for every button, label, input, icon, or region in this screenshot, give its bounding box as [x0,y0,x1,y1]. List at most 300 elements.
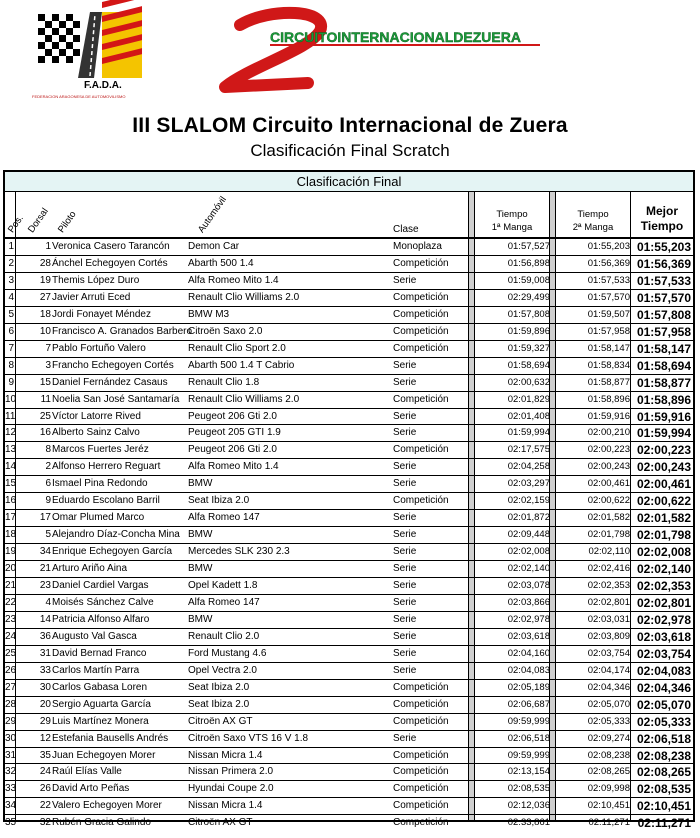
cell-class: Serie [393,596,417,608]
table-row [5,645,693,663]
cell-class: Competición [393,783,449,795]
cell-dorsal: 5 [45,529,51,541]
cell-best-time: 01:56,369 [636,256,691,271]
svg-text:CIRCUITOINTERNACIONALDEZUERA: CIRCUITOINTERNACIONALDEZUERA [270,29,521,45]
table-row [5,814,693,832]
cell-class: Competición [393,257,449,269]
cell-time-run1: 02:13,154 [507,766,550,778]
svg-text:FEDERACION ARAGONESA DE AUTOMO: FEDERACION ARAGONESA DE AUTOMOVILISMO [32,94,126,99]
cell-position: 17 [5,512,17,524]
cell-position: 35 [5,817,17,829]
cell-dorsal: 23 [39,580,51,591]
cell-driver: David Bernad Franco [52,647,147,659]
cell-best-time: 02:02,801 [636,595,691,610]
table-row [5,594,693,612]
cell-position: 9 [8,376,14,388]
cell-class: Serie [393,664,417,676]
cell-driver: Alberto Sainz Calvo [52,427,140,439]
cell-dorsal: 34 [39,546,51,558]
cell-driver: Arturo Ariño Aina [52,563,128,575]
cell-time-run2: 02:00,622 [587,495,630,507]
table-row [5,475,693,493]
cell-dorsal: 32 [39,817,51,829]
cell-driver: Augusto Val Gasca [52,630,137,642]
cell-car: Opel Kadett 1.8 [188,580,258,591]
cell-time-run2: 02:02,110 [588,546,630,558]
cell-time-run2: 02:08,238 [587,749,630,761]
cell-class: Serie [393,274,417,286]
cell-best-time: 02:03,754 [636,646,691,661]
cell-time-run1: 02:01,408 [507,410,550,422]
cell-time-run2: 02:05,070 [587,698,630,710]
cell-best-time: 01:58,694 [636,358,691,373]
cell-time-run2: 02:01,582 [587,512,630,524]
cell-dorsal: 22 [39,800,51,812]
cell-driver: Omar Plumed Marco [52,512,145,524]
cell-driver: Patricia Alfonso Alfaro [52,613,150,625]
cell-car: Abarth 500 1.4 [188,257,254,269]
cell-position: 15 [5,478,17,490]
cell-car: Nissan Micra 1.4 [188,800,263,812]
cell-car: Renault Clio Sport 2.0 [188,342,286,354]
table-row [5,323,693,341]
cell-driver: Luis Martínez Monera [52,715,149,727]
table-row [5,679,693,697]
cell-class: Serie [393,427,417,439]
table-row [5,238,693,256]
cell-time-run2: 02:10,451 [587,800,630,812]
cell-position: 12 [5,427,17,439]
cell-best-time: 02:03,618 [636,629,691,644]
cell-driver: Daniel Fernández Casaus [52,376,168,388]
cell-best-time: 02:08,238 [636,748,691,763]
cell-position: 16 [5,495,17,507]
cell-position: 30 [5,732,17,744]
cell-car: Alfa Romeo Mito 1.4 [188,274,279,286]
cell-driver: David Arto Peñas [52,783,130,795]
fada-logo [30,8,145,103]
cell-time-run2: 02:04,346 [587,681,630,693]
cell-dorsal: 14 [39,613,51,625]
cell-class: Competición [393,681,449,693]
cell-position: 24 [5,630,17,642]
cell-class: Serie [393,647,417,659]
table-row [5,577,693,595]
cell-position: 33 [5,783,17,795]
cell-dorsal: 29 [39,715,51,727]
header-tiempo1: Tiempo 1ª Manga [491,209,533,233]
cell-time-run2: 02:04,174 [587,664,630,676]
cell-position: 6 [8,325,14,337]
cell-position: 3 [8,274,14,286]
cell-car: Peugeot 206 Gti 2.0 [188,444,277,456]
cell-best-time: 01:58,896 [636,392,691,407]
cell-car: Renault Clio Williams 2.0 [188,393,300,405]
cell-dorsal: 20 [39,698,51,710]
cell-driver: Javier Arruti Eced [52,291,131,303]
cell-best-time: 02:05,333 [636,714,691,729]
table-row [5,696,693,714]
cell-car: Renault Clio Williams 2.0 [188,291,300,303]
cell-time-run1: 02:04,258 [507,461,550,473]
cell-dorsal: 16 [39,427,51,439]
cell-dorsal: 36 [39,630,51,642]
cell-class: Serie [393,512,417,524]
cell-dorsal: 11 [40,393,51,405]
cell-driver: Ismael Pina Redondo [52,478,148,490]
cell-time-run1: 01:59,994 [507,427,550,439]
cell-car: Opel Vectra 2.0 [188,664,257,676]
cell-best-time: 02:11,271 [637,816,691,831]
cell-time-run2: 02:03,031 [587,613,630,625]
cell-best-time: 02:02,353 [636,579,691,593]
cell-time-run2: 01:59,507 [587,308,630,320]
cell-car: BMW [188,478,213,490]
cell-driver: Valero Echegoyen Morer [52,800,162,812]
cell-car: BMW [188,613,213,625]
cell-driver: Pablo Fortuño Valero [52,342,146,354]
cell-class: Competición [393,715,449,727]
cell-time-run2: 02:00,243 [587,461,630,473]
cell-time-run1: 02:06,518 [507,732,550,744]
cell-car: BMW [188,563,213,575]
cell-dorsal: 15 [39,376,51,388]
header-clase: Clase [393,224,419,235]
cell-best-time: 01:57,533 [636,273,691,288]
cell-driver: Juan Echegoyen Morer [52,749,156,761]
table-row [5,306,693,324]
table-row [5,458,693,476]
cell-best-time: 01:57,570 [636,290,691,305]
cell-driver: Ánchel Echegoyen Cortés [52,257,168,269]
cell-time-run2: 01:58,896 [587,393,630,405]
cell-best-time: 02:00,622 [636,494,691,509]
cell-dorsal: 12 [39,732,51,744]
cell-driver: Noelia San José Santamaría [52,393,180,405]
cell-driver: Carlos Martín Parra [52,664,140,676]
cell-best-time: 01:57,808 [636,307,691,322]
cell-driver: Francisco A. Granados Barbero [52,325,193,337]
cell-time-run1: 02:04,083 [507,664,550,676]
cell-time-run2: 02:05,333 [587,715,630,727]
cell-driver: Rubén Gracia Galindo [52,817,151,829]
cell-position: 11 [5,410,16,422]
cell-best-time: 01:57,958 [636,324,691,339]
cell-class: Serie [393,563,417,575]
cell-car: Ford Mustang 4.6 [188,647,267,659]
cell-best-time: 02:02,978 [636,612,691,627]
cell-time-run1: 02:03,618 [507,630,550,642]
cell-position: 7 [8,342,14,354]
cell-best-time: 02:05,070 [636,697,691,712]
cell-driver: Eduardo Escolano Barril [52,495,160,507]
cell-dorsal: 4 [45,596,51,608]
header-piloto: Piloto [55,209,79,235]
cell-best-time: 02:10,451 [636,799,691,814]
cell-class: Competición [393,308,449,320]
cell-dorsal: 25 [39,410,51,422]
cell-time-run1: 02:17,575 [507,444,550,456]
cell-car: Demon Car [188,241,240,252]
cell-driver: Alfonso Herrero Reguart [52,461,161,473]
cell-position: 26 [5,664,17,676]
cell-time-run1: 01:58,694 [507,359,550,371]
cell-car: Alfa Romeo 147 [188,512,260,524]
cell-time-run1: 02:06,687 [507,698,550,710]
table-row [5,543,693,561]
cell-best-time: 02:06,518 [636,731,691,746]
cell-car: Hyundai Coupe 2.0 [188,783,274,795]
cell-position: 27 [5,681,17,693]
cell-time-run2: 01:58,834 [587,359,630,371]
cell-best-time: 01:59,994 [636,426,691,441]
cell-time-run2: 02:03,754 [587,647,630,659]
cell-class: Monoplaza [393,241,442,252]
cell-time-run2: 01:58,147 [587,342,630,354]
cell-driver: Enrique Echegoyen García [52,546,173,558]
table-row [5,289,693,307]
cell-class: Competición [393,325,449,337]
cell-best-time: 01:55,203 [636,240,691,254]
results-table [3,170,695,831]
cell-time-run1: 02:08,535 [507,783,550,795]
cell-car: Seat Ibiza 2.0 [188,681,250,693]
cell-time-run1: 02:04,160 [507,647,550,659]
cell-class: Serie [393,529,417,541]
cell-car: Alfa Romeo Mito 1.4 [188,461,279,473]
cell-car: Citroën Saxo VTS 16 V 1.8 [188,732,309,744]
cell-dorsal: 24 [39,766,51,778]
cell-time-run1: 01:57,808 [507,308,550,320]
cell-time-run1: 02:29,499 [507,291,550,303]
cell-class: Serie [393,376,417,388]
cell-class: Serie [393,580,417,591]
cell-time-run2: 02:00,461 [587,478,630,490]
cell-position: 14 [5,461,17,473]
header-mejor-tiempo: Mejor Tiempo [640,204,684,233]
cell-time-run2: 01:55,203 [587,241,630,252]
cell-driver: Jordi Fonayet Méndez [52,308,151,320]
cell-car: Peugeot 205 GTI 1.9 [188,427,281,439]
cell-time-run1: 02:05,189 [507,681,550,693]
cell-position: 25 [5,647,17,659]
cell-time-run1: 01:59,896 [507,325,550,337]
cell-position: 29 [5,715,17,727]
cell-class: Serie [393,359,417,371]
cell-position: 21 [5,580,17,591]
cell-driver: Víctor Latorre Rived [52,410,141,422]
cell-time-run2: 02:01,798 [587,529,630,541]
cell-time-run2: 01:58,877 [587,376,630,388]
circuit-logo [210,5,545,100]
cell-best-time: 02:00,461 [636,477,691,492]
cell-time-run2: 01:59,916 [587,410,630,422]
cell-class: Competición [393,766,449,778]
cell-position: 34 [5,800,17,812]
cell-time-run2: 02:09,274 [587,732,630,744]
page-title: III SLALOM Circuito Internacional de Zuera [132,114,568,137]
table-row [5,780,693,798]
table-row [5,424,693,442]
cell-car: Abarth 500 1.4 T Cabrio [188,359,295,371]
cell-best-time: 02:04,346 [636,680,691,695]
cell-dorsal: 30 [39,681,51,693]
cell-time-run2: 02:09,998 [587,783,630,795]
cell-dorsal: 6 [45,478,51,490]
cell-class: Competición [393,342,449,354]
cell-dorsal: 27 [39,291,51,303]
cell-position: 18 [5,529,17,541]
cell-car: Mercedes SLK 230 2.3 [188,546,290,558]
cell-car: Citroën Saxo 2.0 [188,325,263,337]
cell-position: 1 [8,241,14,252]
cell-dorsal: 10 [39,325,51,337]
cell-time-run2: 02:02,353 [587,580,630,591]
cell-time-run2: 02:08,265 [587,766,630,778]
cell-position: 4 [8,291,14,303]
cell-time-run1: 02:01,829 [507,393,550,405]
table-row [5,391,693,409]
cell-best-time: 02:00,243 [636,460,691,475]
cell-dorsal: 26 [39,783,51,795]
cell-car: Citroën AX GT [188,715,253,727]
cell-class: Competición [393,393,449,405]
table-row [5,526,693,544]
table-row [5,374,693,392]
cell-car: Alfa Romeo 147 [188,596,260,608]
table-row [5,763,693,781]
table-caption: Clasificación Final [5,172,693,192]
cell-class: Serie [393,461,417,473]
header-automovil: Automóvil [195,194,229,235]
cell-time-run2: 02:11,271 [588,817,630,829]
cell-car: Renault Clio 2.0 [188,630,260,642]
header-pos: Pos. [5,213,26,235]
cell-dorsal: 7 [45,342,51,354]
cell-best-time: 01:59,916 [636,409,691,424]
cell-dorsal: 3 [45,359,51,371]
table-row [5,340,693,358]
table-row [5,628,693,646]
cell-time-run2: 01:56,369 [587,257,630,269]
table-row [5,713,693,731]
cell-time-run2: 02:02,416 [587,563,630,575]
cell-car: Citroën AX GT [188,817,253,829]
cell-class: Serie [393,478,417,490]
cell-position: 10 [5,393,17,405]
cell-time-run2: 01:57,570 [587,291,630,303]
table-row [5,272,693,290]
page-subtitle: Clasificación Final Scratch [250,141,450,160]
header-dorsal: Dorsal [25,206,51,235]
cell-position: 23 [5,613,17,625]
cell-car: BMW [188,529,213,541]
cell-time-run2: 02:03,809 [587,630,630,642]
cell-time-run1: 02:01,872 [507,512,550,524]
cell-time-run1: 09:59,999 [507,715,550,727]
cell-time-run1: 02:02,140 [507,563,550,575]
cell-driver: Carlos Gabasa Loren [52,681,148,693]
table-row [5,747,693,765]
table-row [5,730,693,748]
cell-class: Competición [393,291,449,303]
cell-time-run1: 01:59,008 [507,274,550,286]
cell-class: Serie [393,630,417,642]
cell-time-run1: 01:57,527 [507,241,550,252]
cell-time-run2: 02:02,801 [587,596,630,608]
cell-dorsal: 17 [39,512,51,524]
table-row [5,255,693,273]
cell-best-time: 02:04,083 [636,663,691,678]
cell-position: 20 [5,563,17,575]
table-row [5,509,693,527]
cell-time-run2: 01:57,533 [587,274,630,286]
cell-position: 31 [5,749,17,761]
cell-position: 8 [8,359,14,371]
cell-class: Competición [393,698,449,710]
cell-car: BMW M3 [188,308,230,320]
cell-position: 13 [5,444,17,456]
table-row [5,611,693,629]
cell-car: Seat Ibiza 2.0 [188,698,250,710]
cell-class: Competición [393,444,449,456]
cell-driver: Veronica Casero Tarancón [52,241,170,252]
cell-class: Serie [393,410,417,422]
cell-time-run1: 02:03,078 [507,580,550,591]
cell-dorsal: 9 [45,495,51,507]
cell-best-time: 01:58,877 [636,375,691,390]
cell-position: 28 [5,698,17,710]
cell-time-run1: 02:00,632 [507,376,550,388]
cell-car: Seat Ibiza 2.0 [188,495,250,507]
cell-class: Competición [393,800,449,812]
table-row [5,357,693,375]
cell-best-time: 02:01,582 [636,511,691,526]
cell-car: Nissan Micra 1.4 [188,749,263,761]
cell-best-time: 02:02,008 [636,545,691,560]
cell-dorsal: 8 [45,444,51,456]
cell-car: Peugeot 206 Gti 2.0 [188,410,277,422]
cell-best-time: 02:08,535 [636,782,691,797]
cell-driver: Alejandro Díaz-Concha Mina [52,529,180,541]
cell-time-run1: 02:33,861 [507,817,550,829]
cell-position: 19 [5,546,17,558]
table-row [5,408,693,426]
cell-time-run1: 02:03,297 [507,478,550,490]
cell-dorsal: 31 [39,647,51,659]
cell-driver: Themis López Duro [52,274,140,286]
cell-time-run1: 02:03,866 [507,596,550,608]
cell-time-run2: 02:00,210 [587,427,630,439]
cell-best-time: 02:00,223 [636,443,691,458]
cell-dorsal: 21 [39,563,51,575]
table-row [5,492,693,510]
cell-dorsal: 35 [39,749,51,761]
cell-driver: Marcos Fuertes Jeréz [52,444,149,456]
cell-best-time: 02:02,140 [636,562,691,577]
table-row [5,560,693,578]
cell-time-run2: 01:57,958 [587,325,630,337]
cell-class: Serie [393,613,417,625]
cell-dorsal: 33 [39,664,51,676]
checkered-flag-icon [38,14,80,64]
table-row [5,662,693,680]
table-row [5,797,693,815]
cell-class: Competición [393,495,449,507]
cell-position: 22 [5,596,17,608]
cell-position: 2 [8,257,14,269]
cell-time-run1: 02:02,159 [507,495,550,507]
